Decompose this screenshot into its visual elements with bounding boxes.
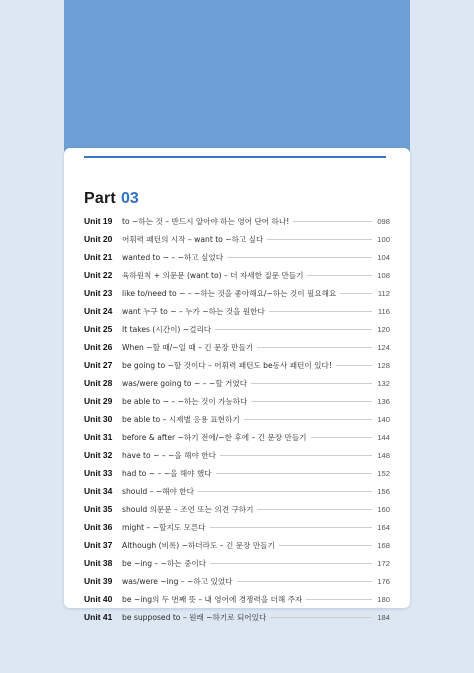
toc-leader-line xyxy=(306,599,372,600)
toc-unit-title: want 누구 to ~ – 누가 ~하는 것을 원한다 xyxy=(122,306,265,316)
toc-unit-label: Unit 37 xyxy=(84,540,113,550)
toc-unit-label: Unit 31 xyxy=(84,432,113,442)
toc-unit-title: might – ~할지도 모른다 xyxy=(122,522,206,532)
toc-unit-label: Unit 28 xyxy=(84,378,113,388)
toc-unit-title: be going to ~할 것이다 – 어휘력 패턴도 be동사 패턴이 있다! xyxy=(122,360,332,370)
toc-unit-label: Unit 30 xyxy=(84,414,113,424)
part-label: Part xyxy=(84,190,116,207)
toc-page-number: 152 xyxy=(377,468,390,478)
part-number: 03 xyxy=(120,190,139,207)
toc-leader-line xyxy=(251,383,372,384)
toc-page-number: 116 xyxy=(377,306,390,316)
toc-row xyxy=(84,518,390,536)
toc-leader-line xyxy=(340,293,372,294)
toc-row xyxy=(84,554,390,572)
toc-unit-label: Unit 23 xyxy=(84,288,113,298)
toc-page-number: 176 xyxy=(377,576,390,586)
toc-row xyxy=(84,392,390,410)
toc-leader-line xyxy=(267,239,372,240)
toc-row xyxy=(84,356,390,374)
toc-page-number: 104 xyxy=(377,252,390,262)
toc-unit-title: When ~할 때/~일 때 – 긴 문장 만들기 xyxy=(122,342,254,352)
toc-row xyxy=(84,266,390,284)
table-of-contents xyxy=(84,212,390,626)
toc-leader-line xyxy=(216,473,372,474)
toc-unit-label: Unit 24 xyxy=(84,306,113,316)
toc-leader-line xyxy=(210,563,372,564)
toc-leader-line xyxy=(336,365,372,366)
toc-leader-line xyxy=(307,275,372,276)
toc-unit-title: have to ~ – ~을 해야 한다 xyxy=(122,450,216,460)
toc-row xyxy=(84,428,390,446)
toc-unit-title: It takes (시간이) ~걸리다 xyxy=(122,324,212,334)
toc-page-number: 098 xyxy=(377,216,390,226)
toc-unit-label: Unit 21 xyxy=(84,252,113,262)
toc-row xyxy=(84,590,390,608)
toc-page-number: 148 xyxy=(377,450,390,460)
toc-page-number: 100 xyxy=(377,234,390,244)
toc-unit-label: Unit 36 xyxy=(84,522,113,532)
toc-leader-line xyxy=(279,545,372,546)
toc-card xyxy=(64,148,410,622)
toc-leader-line xyxy=(227,257,372,258)
toc-page-number: 132 xyxy=(377,378,390,388)
toc-unit-label: Unit 35 xyxy=(84,504,113,514)
toc-unit-label: Unit 25 xyxy=(84,324,113,334)
toc-leader-line xyxy=(293,221,372,222)
toc-unit-label: Unit 39 xyxy=(84,576,113,586)
toc-page-number: 128 xyxy=(377,360,390,370)
toc-page-number: 164 xyxy=(377,522,390,532)
toc-leader-line xyxy=(311,437,373,438)
part-heading xyxy=(84,188,139,208)
toc-unit-title: be ~ing – ~하는 중이다 xyxy=(122,558,207,568)
toc-row xyxy=(84,482,390,500)
toc-unit-title: should – ~해야 한다 xyxy=(122,486,194,496)
toc-page-number: 140 xyxy=(377,414,390,424)
toc-row xyxy=(84,338,390,356)
toc-row xyxy=(84,248,390,266)
toc-unit-label: Unit 26 xyxy=(84,342,113,352)
toc-row xyxy=(84,572,390,590)
toc-unit-title: be ~ing의 두 번째 뜻 – 내 영어에 경쟁력을 더해 주자 xyxy=(122,594,303,604)
toc-unit-label: Unit 41 xyxy=(84,612,113,622)
toc-unit-label: Unit 40 xyxy=(84,594,113,604)
toc-page-number: 144 xyxy=(377,432,390,442)
toc-unit-label: Unit 20 xyxy=(84,234,113,244)
toc-unit-title: was/were ~ing – ~하고 있었다 xyxy=(122,576,233,586)
toc-unit-title: be supposed to – 원래 ~하기로 되어있다 xyxy=(122,612,267,622)
toc-leader-line xyxy=(210,527,372,528)
toc-row xyxy=(84,410,390,428)
toc-page-number: 184 xyxy=(377,612,390,622)
toc-leader-line xyxy=(198,491,372,492)
toc-page-number: 120 xyxy=(377,324,390,334)
toc-row xyxy=(84,446,390,464)
toc-page-number: 136 xyxy=(377,396,390,406)
toc-page-number: 112 xyxy=(377,288,390,298)
toc-row xyxy=(84,374,390,392)
toc-unit-title: wanted to ~ – ~하고 싶었다 xyxy=(122,252,224,262)
header-blue-panel xyxy=(64,0,410,160)
toc-page-number: 180 xyxy=(377,594,390,604)
toc-unit-title: to ~하는 것 – 반드시 알아야 하는 영어 단어 하나! xyxy=(122,216,290,226)
toc-row xyxy=(84,212,390,230)
toc-unit-label: Unit 38 xyxy=(84,558,113,568)
toc-leader-line xyxy=(237,581,373,582)
toc-row xyxy=(84,284,390,302)
toc-page-number: 172 xyxy=(377,558,390,568)
toc-unit-label: Unit 22 xyxy=(84,270,113,280)
toc-leader-line xyxy=(244,419,372,420)
toc-row xyxy=(84,302,390,320)
toc-leader-line xyxy=(251,401,372,402)
toc-unit-label: Unit 32 xyxy=(84,450,113,460)
toc-unit-title: 어휘력 패턴의 시작 – want to ~하고 싶다 xyxy=(122,234,264,244)
toc-row xyxy=(84,536,390,554)
toc-unit-label: Unit 27 xyxy=(84,360,113,370)
toc-leader-line xyxy=(269,311,372,312)
toc-page-number: 124 xyxy=(377,342,390,352)
toc-row xyxy=(84,320,390,338)
toc-page-number: 156 xyxy=(377,486,390,496)
toc-unit-title: like to/need to ~ – ~하는 것을 좋아해요/~하는 것이 필요해요 xyxy=(122,288,337,298)
toc-unit-title: 육하원칙 + 의문문 (want to) – 더 자세한 질문 만들기 xyxy=(122,270,304,280)
toc-unit-title: should 의문문 – 조언 또는 의견 구하기 xyxy=(122,504,254,514)
toc-page-number: 168 xyxy=(377,540,390,550)
toc-row xyxy=(84,500,390,518)
toc-row xyxy=(84,464,390,482)
toc-unit-label: Unit 33 xyxy=(84,468,113,478)
toc-unit-title: before & after ~하기 전에/~한 후에 – 긴 문장 만들기 xyxy=(122,432,307,442)
toc-unit-title: Although (비록) ~하더라도 – 긴 문장 만들기 xyxy=(122,540,275,550)
toc-unit-label: Unit 34 xyxy=(84,486,113,496)
toc-leader-line xyxy=(220,455,372,456)
toc-row xyxy=(84,230,390,248)
toc-unit-title: was/were going to ~ – ~할 거였다 xyxy=(122,378,248,388)
toc-leader-line xyxy=(270,617,372,618)
toc-leader-line xyxy=(257,347,372,348)
toc-row xyxy=(84,608,390,626)
toc-page-number: 160 xyxy=(377,504,390,514)
toc-leader-line xyxy=(257,509,372,510)
toc-unit-label: Unit 29 xyxy=(84,396,113,406)
toc-unit-title: be able to – 시제별 응용 표현하기 xyxy=(122,414,240,424)
toc-leader-line xyxy=(215,329,372,330)
toc-unit-label: Unit 19 xyxy=(84,216,113,226)
toc-unit-title: had to ~ – ~을 해야 했다 xyxy=(122,468,212,478)
toc-page-number: 108 xyxy=(377,270,390,280)
divider-rule xyxy=(84,156,386,158)
toc-unit-title: be able to ~ – ~하는 것이 가능하다 xyxy=(122,396,248,406)
